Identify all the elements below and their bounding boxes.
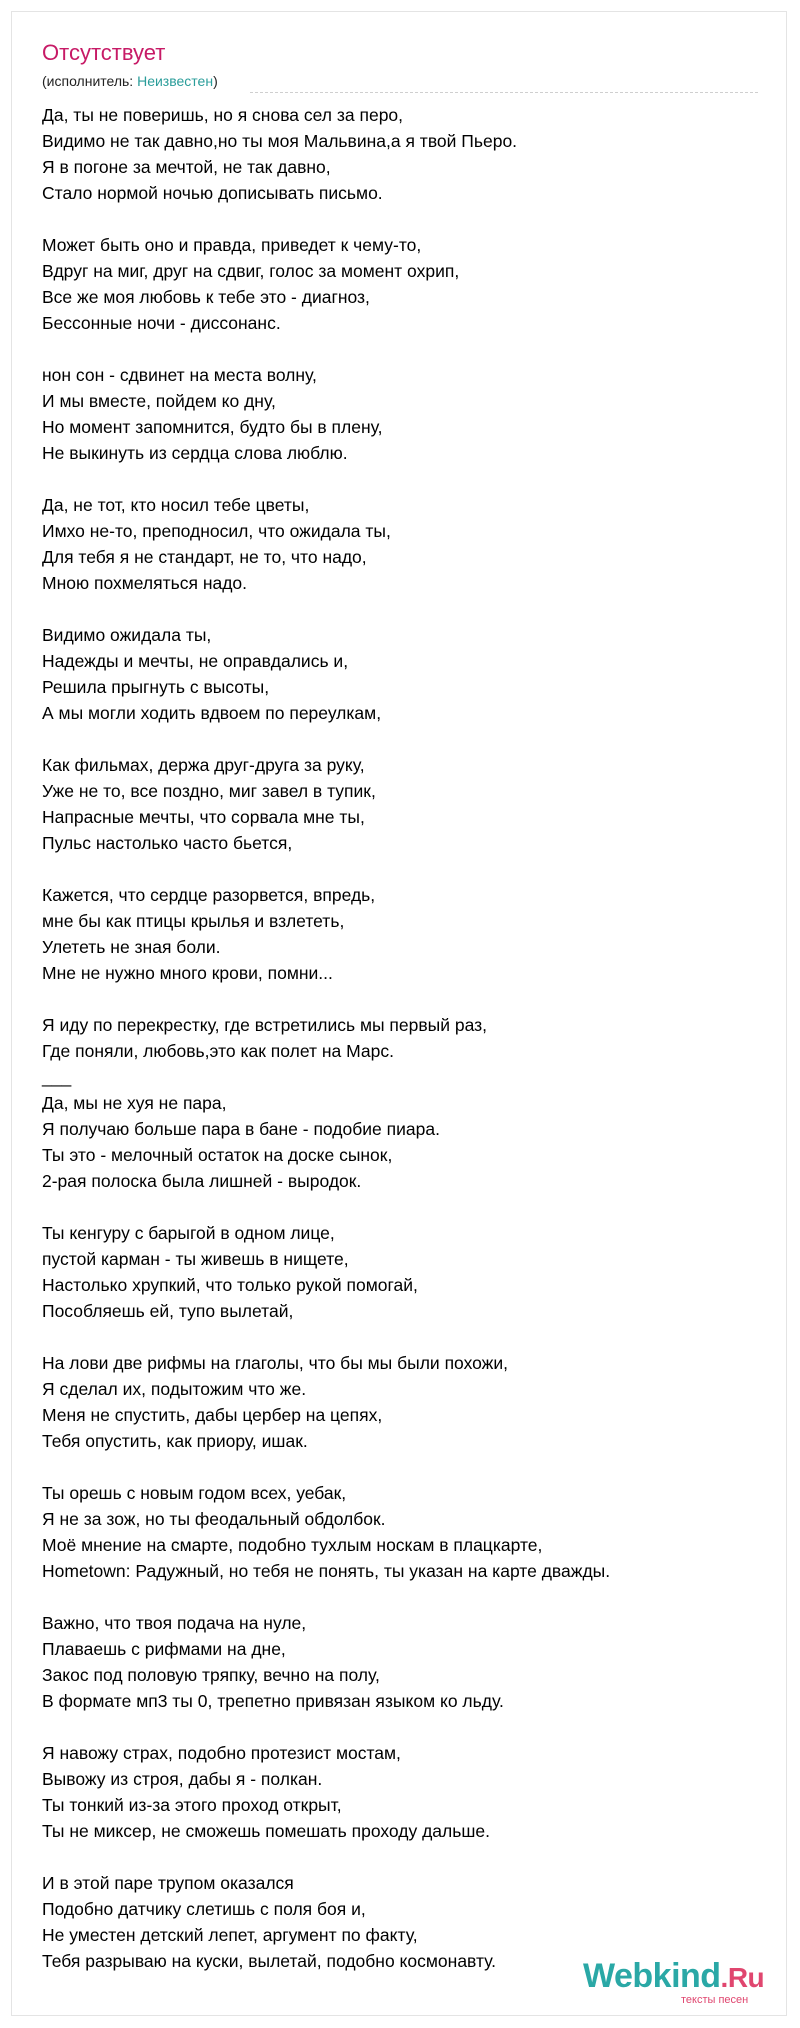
lyric-line: Вывожу из строя, дабы я - полкан.: [42, 1769, 323, 1789]
stanza-gap: [42, 1714, 762, 1740]
lyric-line: Стало нормой ночью дописывать письмо.: [42, 183, 383, 203]
lyric-line: И в этой паре трупом оказался: [42, 1873, 294, 1893]
lyric-line: 2-рая полоска была лишней - выродок.: [42, 1171, 362, 1191]
lyric-line: Я навожу страх, подобно протезист мостам,: [42, 1743, 401, 1763]
stanza-gap: [42, 1584, 762, 1610]
lyric-line: Тебя разрываю на куски, вылетай, подобно космонавту.: [42, 1951, 497, 1971]
lyric-line: Мне не нужно много крови, помни...: [42, 963, 333, 983]
lyric-line: Улететь не зная боли.: [42, 937, 221, 957]
lyric-line: Моё мнение на смарте, подобно тухлым носкам в плацкарте,: [42, 1535, 543, 1555]
stanza-gap: [42, 1324, 762, 1350]
watermark-tld: .Ru: [720, 1962, 765, 1993]
lyric-line: Надежды и мечты, не оправдались и,: [42, 651, 349, 671]
artist-line: [42, 73, 758, 89]
webkind-watermark[interactable]: [583, 1956, 783, 2006]
lyrics-text: [42, 102, 762, 1974]
lyric-line: нон сон - сдвинет на места волну,: [42, 365, 317, 385]
lyric-line: Да, ты не поверишь, но я снова сел за перо,: [42, 105, 404, 125]
lyric-line: Для тебя я не стандарт, не то, что надо,: [42, 547, 367, 567]
stanza-gap: [42, 1844, 762, 1870]
lyric-line: Не уместен детский лепет, аргумент по факту,: [42, 1925, 418, 1945]
watermark-brand: Webkind: [583, 1957, 721, 1995]
lyric-line: Ты не миксер, не сможешь помешать проходу дальше.: [42, 1821, 490, 1841]
lyric-line: Меня не спустить, дабы цербер на цепях,: [42, 1405, 383, 1425]
lyric-line: Я сделал их, подытожим что же.: [42, 1379, 307, 1399]
lyric-line: Я в погоне за мечтой, не так давно,: [42, 157, 331, 177]
stanza-gap: [42, 466, 762, 492]
song-title: Отсутствует: [42, 40, 166, 65]
lyric-line: Тебя опустить, как приору, ишак.: [42, 1431, 308, 1451]
lyric-line: Видимо ожидала ты,: [42, 625, 212, 645]
watermark-tagline: тексты песен: [681, 1994, 749, 2006]
lyric-line: Как фильмах, держа друг-друга за руку,: [42, 755, 365, 775]
lyric-line: Все же моя любовь к тебе это - диагноз,: [42, 287, 370, 307]
stanza-gap: [42, 856, 762, 882]
lyric-line: Ты это - мелочный остаток на доске сынок,: [42, 1145, 393, 1165]
lyric-line: Уже не то, все поздно, миг завел в тупик,: [42, 781, 376, 801]
lyric-line: Решила прыгнуть с высоты,: [42, 677, 270, 697]
lyric-line: Напрасные мечты, что сорвала мне ты,: [42, 807, 365, 827]
lyric-line: Мною похмеляться надо.: [42, 573, 248, 593]
lyric-line: Закос под половую тряпку, вечно на полу,: [42, 1665, 380, 1685]
lyric-line: Бессонные ночи - диссонанс.: [42, 313, 281, 333]
lyric-line: Видимо не так давно,но ты моя Мальвина,а я твой Пьеро.: [42, 131, 518, 151]
lyric-line: Настолько хрупкий, что только рукой помогай,: [42, 1275, 418, 1295]
lyric-line: Имхо не-то, преподносил, что ожидала ты,: [42, 521, 391, 541]
lyric-line: Плаваешь с рифмами на дне,: [42, 1639, 286, 1659]
lyric-line: Подобно датчику слетишь с поля боя и,: [42, 1899, 366, 1919]
lyric-line: мне бы как птицы крылья и взлететь,: [42, 911, 345, 931]
lyric-line: Но момент запомнится, будто бы в плену,: [42, 417, 383, 437]
lyric-line: Не выкинуть из сердца слова люблю.: [42, 443, 348, 463]
lyric-line: Да, мы не хуя не пара,: [42, 1093, 227, 1113]
lyric-line: Я получаю больше пара в бане - подобие пиара.: [42, 1119, 440, 1139]
lyric-line: На лови две рифмы на глаголы, что бы мы были похожи,: [42, 1353, 509, 1373]
lyric-line: Пульс настолько часто бьется,: [42, 833, 293, 853]
stanza-gap: [42, 336, 762, 362]
lyric-line: Важно, что твоя подача на нуле,: [42, 1613, 307, 1633]
lyric-line: А мы могли ходить вдвоем по переулкам,: [42, 703, 382, 723]
lyric-line: Я не за зож, но ты феодальный обдолбок.: [42, 1509, 386, 1529]
lyric-line: Где поняли, любовь,это как полет на Марс.: [42, 1041, 394, 1061]
lyric-line: Hometown: Радужный, но тебя не понять, ты указан на карте дважды.: [42, 1561, 611, 1581]
lyric-line: Вдруг на миг, друг на сдвиг, голос за момент охрип,: [42, 261, 460, 281]
lyric-line: Кажется, что сердце разорвется, впредь,: [42, 885, 376, 905]
artist-prefix: (исполнитель:: [42, 73, 138, 89]
lyric-line: Да, не тот, кто носил тебе цветы,: [42, 495, 310, 515]
lyric-line: И мы вместе, пойдем ко дну,: [42, 391, 276, 411]
stanza-gap: [42, 1454, 762, 1480]
watermark-logo: [583, 1956, 764, 1998]
lyric-line: Ты кенгуру с барыгой в одном лице,: [42, 1223, 335, 1243]
title-divider: [250, 92, 758, 93]
lyric-line: пустой карман - ты живешь в нищете,: [42, 1249, 349, 1269]
stanza-gap: [42, 726, 762, 752]
lyric-line: Пособляешь ей, тупо вылетай,: [42, 1301, 294, 1321]
lyric-line: ___: [42, 1067, 72, 1087]
stanza-gap: [42, 206, 762, 232]
lyric-line: Я иду по перекрестку, где встретились мы первый раз,: [42, 1015, 488, 1035]
lyric-line: Ты орешь с новым годом всех, уебак,: [42, 1483, 347, 1503]
stanza-gap: [42, 986, 762, 1012]
stanza-gap: [42, 1194, 762, 1220]
stanza-gap: [42, 596, 762, 622]
artist-link[interactable]: Неизвестен: [137, 73, 214, 89]
lyric-line: Ты тонкий из-за этого проход открыт,: [42, 1795, 342, 1815]
artist-suffix: ): [213, 73, 218, 89]
lyric-line: Может быть оно и правда, приведет к чему-то,: [42, 235, 422, 255]
lyric-line: В формате мп3 ты 0, трепетно привязан языком ко льду.: [42, 1691, 504, 1711]
